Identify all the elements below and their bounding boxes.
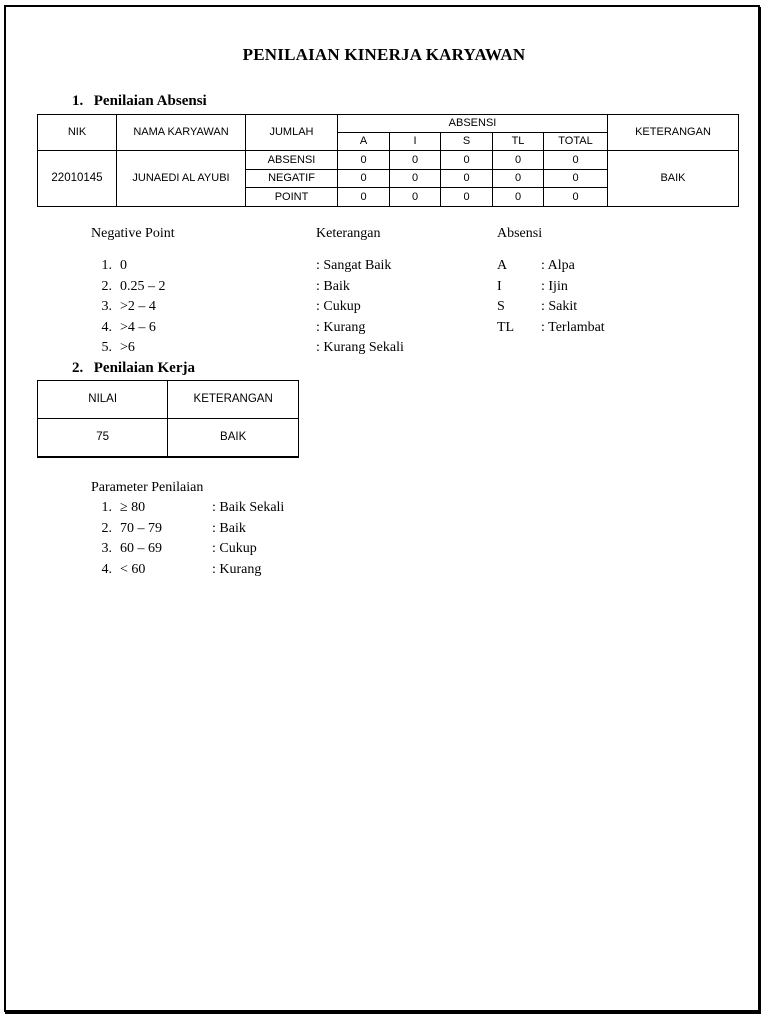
cell-value: 0 bbox=[544, 170, 608, 188]
table-row bbox=[38, 419, 299, 457]
section-1-heading bbox=[72, 93, 207, 110]
cell-nik: 22010145 bbox=[38, 151, 117, 207]
item-number: 2. bbox=[101, 278, 112, 294]
list-item: : Kurang bbox=[316, 319, 366, 335]
header-nilai: NILAI bbox=[38, 381, 168, 419]
item-range: 0.25 – 2 bbox=[120, 278, 166, 294]
header-absensi: ABSENSI bbox=[338, 115, 608, 133]
list-item: : Sangat Baik bbox=[316, 258, 392, 273]
list-item bbox=[497, 318, 605, 339]
list-item bbox=[90, 539, 284, 560]
cell-jumlah-label: POINT bbox=[246, 188, 338, 207]
header-jumlah: JUMLAH bbox=[246, 115, 338, 151]
item-range: 70 – 79 bbox=[120, 520, 162, 536]
header-nik: NIK bbox=[38, 115, 117, 151]
cell-value: 0 bbox=[338, 188, 390, 207]
cell-value: 0 bbox=[493, 170, 544, 188]
list-item bbox=[497, 256, 605, 277]
item-number: 1. bbox=[101, 500, 112, 515]
item-range: >6 bbox=[120, 340, 135, 356]
cell-value: 0 bbox=[390, 151, 441, 170]
cell-value: 0 bbox=[493, 188, 544, 207]
item-range: < 60 bbox=[120, 561, 146, 577]
section-1-title: Penilaian Absensi bbox=[93, 93, 207, 109]
header-tl: TL bbox=[493, 133, 544, 151]
list-item bbox=[90, 297, 166, 318]
list-item: : Baik bbox=[316, 278, 350, 294]
cell-value: 0 bbox=[441, 188, 493, 207]
header-nama-karyawan: NAMA KARYAWAN bbox=[117, 115, 246, 151]
header-a: A bbox=[338, 133, 390, 151]
header-total: TOTAL bbox=[544, 133, 608, 151]
section-1-number: 1. bbox=[72, 93, 84, 109]
absensi-code: S bbox=[497, 299, 505, 315]
list-item: : Kurang Sekali bbox=[316, 340, 404, 356]
item-desc: : Baik bbox=[212, 520, 246, 536]
item-range: 60 – 69 bbox=[120, 541, 162, 557]
absensi-desc: : Terlambat bbox=[541, 319, 605, 335]
page-title: PENILAIAN KINERJA KARYAWAN bbox=[242, 45, 526, 64]
absensi-legend-list bbox=[497, 256, 605, 338]
cell-value: 0 bbox=[544, 151, 608, 170]
header-i: I bbox=[390, 133, 441, 151]
cell-value: 0 bbox=[441, 151, 493, 170]
item-number: 1. bbox=[101, 258, 112, 273]
list-item: : Cukup bbox=[316, 299, 361, 315]
item-range: >4 – 6 bbox=[120, 319, 156, 335]
item-desc: : Cukup bbox=[212, 541, 257, 557]
section-2-number: 2. bbox=[72, 360, 84, 376]
absensi-code: I bbox=[497, 278, 502, 294]
list-item bbox=[497, 297, 605, 318]
table-row bbox=[38, 151, 739, 170]
keterangan-list bbox=[316, 256, 404, 359]
cell-keterangan: BAIK bbox=[168, 419, 299, 457]
list-item bbox=[90, 519, 284, 540]
cell-keterangan: BAIK bbox=[608, 151, 739, 207]
item-desc: : Kurang bbox=[212, 561, 262, 577]
header-keterangan: KETERANGAN bbox=[168, 381, 299, 419]
item-number: 3. bbox=[101, 299, 112, 315]
list-item bbox=[497, 277, 605, 298]
item-desc: : Baik Sekali bbox=[212, 500, 285, 515]
cell-value: 0 bbox=[493, 151, 544, 170]
absensi-desc: : Sakit bbox=[541, 299, 578, 315]
item-number: 2. bbox=[101, 520, 112, 536]
absensi-code: TL bbox=[497, 319, 515, 335]
cell-value: 0 bbox=[338, 170, 390, 188]
list-item bbox=[90, 498, 284, 519]
item-number: 5. bbox=[101, 340, 112, 356]
list-item bbox=[90, 256, 166, 277]
absensi-legend-heading: Absensi bbox=[497, 226, 543, 241]
cell-value: 0 bbox=[390, 188, 441, 207]
section-2-title: Penilaian Kerja bbox=[93, 360, 195, 376]
item-number: 3. bbox=[101, 541, 112, 557]
header-s: S bbox=[441, 133, 493, 151]
parameter-list bbox=[90, 498, 284, 580]
penilaian-kerja-table bbox=[37, 380, 299, 458]
item-range: ≥ 80 bbox=[120, 500, 146, 515]
list-item bbox=[90, 560, 284, 581]
section-2-heading bbox=[72, 360, 195, 377]
list-item bbox=[90, 338, 166, 359]
absensi-desc: : Alpa bbox=[541, 258, 575, 273]
keterangan-heading: Keterangan bbox=[316, 226, 381, 241]
negative-point-heading: Negative Point bbox=[91, 226, 175, 241]
cell-value: 0 bbox=[544, 188, 608, 207]
cell-jumlah-label: ABSENSI bbox=[246, 151, 338, 170]
item-range: >2 – 4 bbox=[120, 299, 156, 315]
cell-value: 0 bbox=[390, 170, 441, 188]
cell-nama-karyawan: JUNAEDI AL AYUBI bbox=[117, 151, 246, 207]
absensi-code: A bbox=[497, 258, 508, 273]
header-keterangan: KETERANGAN bbox=[608, 115, 739, 151]
cell-value: 0 bbox=[441, 170, 493, 188]
parameter-heading: Parameter Penilaian bbox=[91, 480, 204, 495]
cell-nilai: 75 bbox=[38, 419, 168, 457]
cell-jumlah-label: NEGATIF bbox=[246, 170, 338, 188]
item-number: 4. bbox=[101, 319, 112, 335]
list-item bbox=[90, 318, 166, 339]
absensi-desc: : Ijin bbox=[541, 278, 568, 294]
cell-value: 0 bbox=[338, 151, 390, 170]
item-range: 0 bbox=[120, 258, 127, 273]
list-item bbox=[90, 277, 166, 298]
negative-point-list bbox=[90, 256, 166, 359]
item-number: 4. bbox=[101, 561, 112, 577]
absensi-table bbox=[37, 114, 739, 207]
